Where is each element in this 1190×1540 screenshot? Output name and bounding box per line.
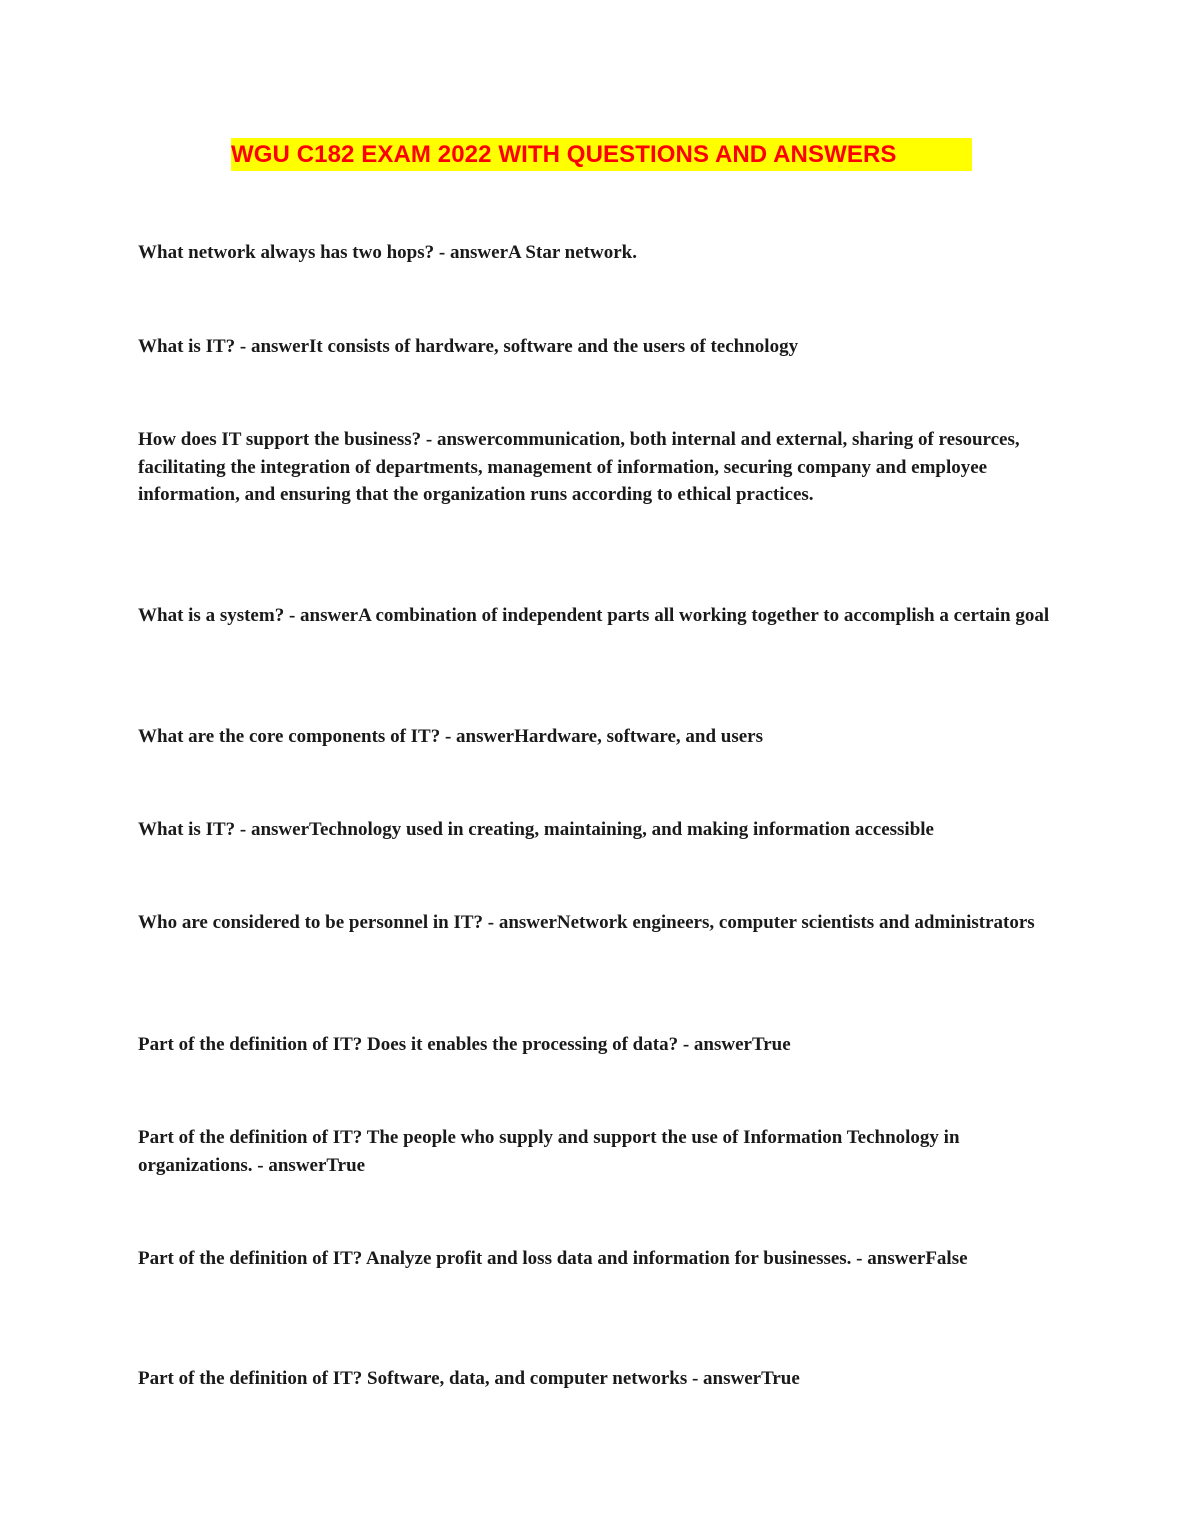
document-title: WGU C182 EXAM 2022 WITH QUESTIONS AND ANSWERS (231, 141, 897, 168)
qa-item: What network always has two hops? - answerA Star network. (138, 242, 637, 263)
qa-item: Part of the definition of IT? Software, data, and computer networks - answerTrue (138, 1368, 800, 1389)
qa-item: Part of the definition of IT? Analyze profit and loss data and information for businesses. - answerFalse (138, 1248, 968, 1269)
qa-item: What are the core components of IT? - answerHardware, software, and users (138, 726, 764, 747)
qa-item: Part of the definition of IT? The people who supply and support the use of Information Technology in organizations. - answerTrue (138, 1127, 960, 1176)
title-highlight (231, 138, 972, 171)
qa-item: What is IT? - answerIt consists of hardware, software and the users of technology (138, 336, 799, 357)
qa-item: What is a system? - answerA combination of independent parts all working together to accomplish a certain goal (138, 605, 1050, 626)
qa-item: How does IT support the business? - answercommunication, both internal and external, sharing of resources, facilitating the integration of departments, management of information, securing company and employee information, and ensuring that the organization runs according to ethical practices. (138, 429, 1020, 505)
qa-item: Part of the definition of IT? Does it enables the processing of data? - answerTrue (138, 1034, 791, 1055)
qa-item: Who are considered to be personnel in IT? - answerNetwork engineers, computer scientists and administrators (138, 912, 1035, 933)
qa-item: What is IT? - answerTechnology used in creating, maintaining, and making information accessible (138, 819, 934, 840)
